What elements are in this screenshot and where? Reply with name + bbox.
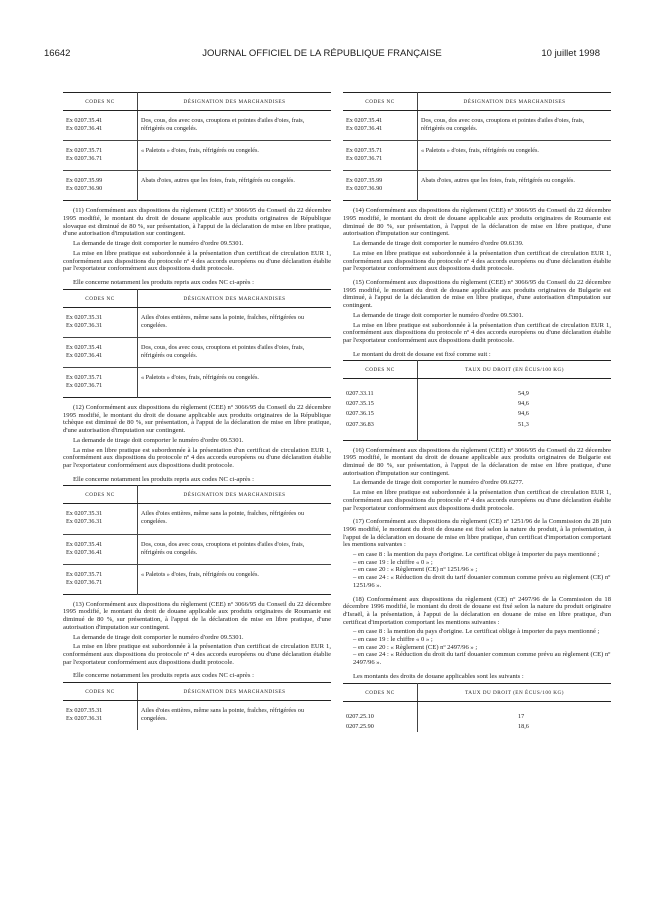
goods-description: Dos, cous, dos avec cous, croupions et pointes d'ailes d'oies, frais, réfrigérés ou congelés. [418, 111, 612, 141]
list-item: – en case 19 : le chiffre « 0 » ; [353, 558, 433, 566]
goods-description: « Paletots » d'oies, frais, réfrigérés ou congelés. [138, 141, 332, 171]
table-row [63, 171, 331, 201]
duty-rate: 18,6 [518, 722, 529, 730]
table-row [343, 171, 611, 201]
paragraph: Elle concerne notamment les produits repris aux codes NC ci-après : [73, 672, 254, 680]
nc-code: Ex 0207.35.99 [346, 177, 383, 185]
table-row [63, 564, 331, 594]
nc-code: Ex 0207.36.31 [66, 518, 103, 526]
nc-code: Ex 0207.35.71 [66, 570, 103, 578]
list-item: – en case 19 : le chiffre « 0 » ; [353, 636, 433, 644]
goods-table [63, 682, 331, 730]
goods-description: Ailes d'oies entières, même sans la pointe, fraîches, réfrigérées ou congelées. [138, 504, 332, 534]
goods-description: Abats d'oies, autres que les foies, frais, réfrigérés ou congelés. [138, 171, 332, 201]
goods-description: Ailes d'oies entières, même sans la pointe, fraîches, réfrigérées ou congelées. [138, 701, 332, 731]
goods-description: « Paletots » d'oies, frais, réfrigérés ou congelés. [138, 367, 332, 397]
nc-code: Ex 0207.36.90 [66, 185, 103, 193]
goods-description: Ailes d'oies entières, même sans la pointe, fraîches, réfrigérées ou congelées. [138, 307, 332, 337]
duty-rate: 17 [518, 712, 525, 720]
goods-table [63, 485, 331, 594]
paragraph: La mise en libre pratique est subordonnée à la présentation d'un certificat de circulation EUR 1, conformément aux dispositions du protocole nº 4 des accords européens ou d'une déclaration établie par l'exportateur conformément aux dispositions dudit protocole. [63, 643, 331, 666]
paragraph: (11) Conformément aux dispositions du règlement (CEE) nº 3066/95 du Conseil du 22 décembre 1995 modifié, le montant du droit de douane applicable aux produits originaires de République slovaque est diminué de 80 %, sur présentation, à l'appui de la déclaration de mise en libre pratique, d'une autorisation d'imputation sur contingent. [63, 207, 331, 238]
nc-code: Ex 0207.35.31 [66, 510, 103, 518]
nc-code: Ex 0207.36.41 [66, 548, 103, 556]
page-header [44, 48, 600, 64]
col-header-codes: CODES NC [63, 289, 138, 307]
paragraph: Elle concerne notamment les produits repris aux codes NC ci-après : [73, 475, 254, 483]
duty-rate-table [343, 360, 611, 440]
list-item: – en case 24 : « Réduction du droit du tarif douanier commun comme prévu au règlement (CE) nº 1251/96 ». [353, 574, 611, 589]
goods-description: Dos, cous, dos avec cous, croupions et pointes d'ailes d'oies, frais, réfrigérés ou congelés. [138, 337, 332, 367]
col-header-rate: TAUX DU DROIT (EN ÉCUS/100 KG) [418, 361, 612, 379]
goods-table [63, 289, 331, 398]
col-header-designation: DÉSIGNATION DES MARCHANDISES [138, 289, 332, 307]
paragraph: La mise en libre pratique est subordonnée à la présentation d'un certificat de circulation EUR 1, conformément aux dispositions du protocole nº 4 des accords européens ou d'une déclaration établie par l'exportateur conformément aux dispositions dudit protocole. [63, 446, 331, 469]
col-header-designation: DÉSIGNATION DES MARCHANDISES [138, 683, 332, 701]
table-row [63, 307, 331, 337]
nc-code: Ex 0207.36.71 [66, 578, 103, 586]
goods-description: Dos, cous, dos avec cous, croupions et pointes d'ailes d'oies, frais, réfrigérés ou congelés. [138, 534, 332, 564]
nc-code: 0207.36.15 [343, 409, 418, 419]
paragraph: Elle concerne notamment les produits repris aux codes NC ci-après : [73, 279, 254, 286]
nc-code: Ex 0207.35.71 [346, 147, 383, 155]
nc-code: 0207.33.11 [343, 389, 418, 399]
nc-code: Ex 0207.36.31 [66, 715, 103, 723]
col-header-codes: CODES NC [343, 93, 418, 111]
paragraph: (17) Conformément aux dispositions du règlement (CE) nº 1251/96 de la Commission du 28 juin 1996 modifié, le montant du droit de douane est fixé selon la nature du produit, à la présentation, à l'appui de la déclaration en douane de mise en libre pratique, d'un certificat d'importation comportant les mentions suivantes : [343, 518, 611, 549]
paragraph: (15) Conformément aux dispositions du règlement (CEE) nº 3066/95 du Conseil du 22 décembre 1995 modifié, le montant du droit de douane applicable aux produits originaires de Bulgarie est diminué, à l'appui de la déclaration de mise en libre pratique, d'une autorisation d'imputation sur contingent. [343, 279, 611, 310]
nc-code: Ex 0207.35.71 [66, 147, 103, 155]
table-row [63, 701, 331, 731]
nc-code: 0207.25.90 [343, 722, 418, 732]
paragraph: La mise en libre pratique est subordonnée à la présentation d'un certificat de circulation EUR 1, conformément aux dispositions du protocole nº 4 des accords européens ou d'une déclaration établie par l'exportateur conformément aux dispositions dudit protocole. [343, 321, 611, 344]
nc-code: Ex 0207.36.41 [66, 351, 103, 359]
duty-rate: 94,6 [518, 410, 529, 418]
table-row [343, 420, 611, 430]
nc-code: 0207.36.83 [343, 420, 418, 430]
paragraph: La mise en libre pratique est subordonnée à la présentation d'un certificat de circulation EUR 1, conformément aux dispositions du protocole nº 4 des accords européens ou d'une déclaration établie par l'exportateur conformément aux dispositions dudit protocole. [343, 249, 611, 273]
nc-code: Ex 0207.36.41 [66, 125, 103, 133]
list [343, 551, 611, 590]
paragraph: Les montants des droits de douane applicables sont les suivants : [353, 672, 524, 680]
nc-code: Ex 0207.35.31 [66, 707, 103, 715]
table-row [343, 141, 611, 171]
table-row [343, 722, 611, 732]
table-row [343, 409, 611, 419]
goods-description: « Paletots » d'oies, frais, réfrigérés ou congelés. [138, 564, 332, 594]
col-header-designation: DÉSIGNATION DES MARCHANDISES [138, 93, 332, 111]
nc-code: Ex 0207.35.41 [346, 117, 383, 124]
nc-code: Ex 0207.36.71 [66, 382, 103, 390]
paragraph: La demande de tirage doit comporter le numéro d'ordre 09.6277. [353, 479, 524, 487]
goods-table [343, 92, 611, 201]
nc-code: Ex 0207.35.41 [66, 540, 103, 548]
journal-title: JOURNAL OFFICIEL DE LA RÉPUBLIQUE FRANÇAISE [202, 48, 442, 59]
table-row [63, 534, 331, 564]
duty-rate: 51,3 [518, 420, 529, 428]
table-row [343, 712, 611, 722]
table-row [343, 399, 611, 409]
right-column [343, 92, 611, 738]
paragraph: (14) Conformément aux dispositions du règlement (CEE) nº 3066/95 du Conseil du 22 décembre 1995 modifié, le montant du droit de douane applicable aux produits originaires de Roumanie est diminué de 80 %, sur présentation, à l'appui de la déclaration de mise en libre pratique, d'une autorisation d'imputation sur contingent. [343, 207, 611, 238]
col-header-designation: DÉSIGNATION DES MARCHANDISES [138, 486, 332, 504]
list-item: – en case 8 : la mention du pays d'origine. Le certificat oblige à importer du pays mentionné ; [353, 628, 600, 636]
col-header-rate: TAUX DU DROIT (EN ÉCUS/100 KG) [418, 683, 612, 701]
table-row [343, 111, 611, 141]
nc-code: Ex 0207.35.41 [66, 343, 103, 351]
goods-description: Dos, cous, dos avec cous, croupions et pointes d'ailes d'oies, frais, réfrigérés ou congelés. [138, 111, 332, 141]
col-header-codes: CODES NC [343, 683, 418, 701]
paragraph: La demande de tirage doit comporter le numéro d'ordre 09.6139. [353, 240, 524, 248]
duty-rate-table [343, 683, 611, 732]
paragraph: (16) Conformément aux dispositions du règlement (CEE) nº 3066/95 du Conseil du 22 décembre 1995 modifié, le montant du droit de douane applicable aux produits originaires de Bulgarie est diminué de 80 %, sur présentation, à l'appui de la déclaration de mise en libre pratique, d'une autorisation d'imputation sur contingent. [343, 446, 611, 477]
goods-description: Abats d'oies, autres que les foies, frais, réfrigérés ou congelés. [418, 171, 612, 201]
nc-code: Ex 0207.36.90 [346, 185, 383, 193]
paragraph: Le montant du droit de douane est fixé comme suit : [353, 350, 491, 358]
table-row [343, 389, 611, 399]
list-item: – en case 8 : la mention du pays d'origine. Le certificat oblige à importer du pays mentionné ; [353, 551, 600, 559]
list [343, 628, 611, 667]
list-item: – en case 20 : « Règlement (CE) nº 2497/96 » ; [353, 643, 478, 651]
table-row [63, 111, 331, 141]
paragraph: La mise en libre pratique est subordonnée à la présentation d'un certificat de circulation EUR 1, conformément aux dispositions du protocole nº 4 des accords européens ou d'une déclaration établie par l'exportateur conformément aux dispositions dudit protocole. [63, 249, 331, 273]
paragraph: (18) Conformément aux dispositions du règlement (CE) nº 2497/96 de la Commission du 18 décembre 1996 modifié, le montant du droit de douane est fixé selon la nature du produit originaire d'Israël, à la présentation, à l'appui de la déclaration en douane de mise en libre pratique, d'un certificat d'importation comportant les mentions suivantes : [343, 595, 611, 626]
nc-code: Ex 0207.35.41 [66, 117, 103, 124]
nc-code: Ex 0207.36.41 [346, 125, 383, 133]
paragraph: La demande de tirage doit comporter le numéro d'ordre 09.5301. [73, 436, 244, 444]
left-column [63, 92, 331, 736]
nc-code: 0207.25.10 [343, 712, 418, 722]
paragraph: La demande de tirage doit comporter le numéro d'ordre 09.5301. [353, 311, 524, 319]
table-row [63, 504, 331, 534]
col-header-codes: CODES NC [63, 93, 138, 111]
duty-rate: 54,9 [518, 390, 529, 398]
table-row [63, 367, 331, 397]
paragraph: La demande de tirage doit comporter le numéro d'ordre 09.5301. [73, 633, 244, 641]
list-item: – en case 24 : « Réduction du droit du tarif douanier commun comme prévu au règlement (CE) nº 2497/96 ». [353, 651, 611, 667]
duty-rate: 94,6 [518, 400, 529, 408]
col-header-codes: CODES NC [63, 683, 138, 701]
table-row [63, 337, 331, 367]
table-row [63, 141, 331, 171]
nc-code: Ex 0207.35.99 [66, 177, 103, 185]
list-item: – en case 20 : « Règlement (CE) nº 1251/96 » ; [353, 566, 478, 574]
nc-code: 0207.35.15 [343, 399, 418, 409]
nc-code: Ex 0207.36.71 [66, 155, 103, 163]
paragraph: La demande de tirage doit comporter le numéro d'ordre 09.5301. [73, 240, 244, 248]
nc-code: Ex 0207.35.71 [66, 373, 103, 381]
paragraph: (13) Conformément aux dispositions du règlement (CEE) nº 3066/95 du Conseil du 22 décembre 1995 modifié, le montant du droit de douane applicable aux produits originaires de Roumanie est diminué de 80 %, sur présentation, à l'appui de la déclaration de mise en libre pratique, d'une autorisation d'imputation sur contingent. [63, 600, 331, 631]
nc-code: Ex 0207.36.71 [346, 155, 383, 163]
page-number: 16642 [44, 48, 71, 59]
nc-code: Ex 0207.35.31 [66, 313, 103, 321]
goods-table [63, 92, 331, 201]
paragraph: (12) Conformément aux dispositions du règlement (CEE) nº 3066/95 du Conseil du 22 décembre 1995 modifié, le montant du droit de douane applicable aux produits originaires de la République tchèque est diminué de 80 %, sur présentation, à l'appui de la déclaration de mise en libre pratique, d'une autorisation d'imputation sur contingent. [63, 404, 331, 435]
col-header-codes: CODES NC [343, 361, 418, 379]
col-header-designation: DÉSIGNATION DES MARCHANDISES [418, 93, 612, 111]
col-header-codes: CODES NC [63, 486, 138, 504]
nc-code: Ex 0207.36.31 [66, 321, 103, 329]
paragraph: La mise en libre pratique est subordonnée à la présentation d'un certificat de circulation EUR 1, conformément aux dispositions du protocole nº 4 des accords européens ou d'une déclaration établie par l'exportateur conformément aux dispositions dudit protocole. [343, 489, 611, 512]
publication-date: 10 juillet 1998 [541, 48, 600, 59]
goods-description: « Paletots » d'oies, frais, réfrigérés ou congelés. [418, 141, 612, 171]
